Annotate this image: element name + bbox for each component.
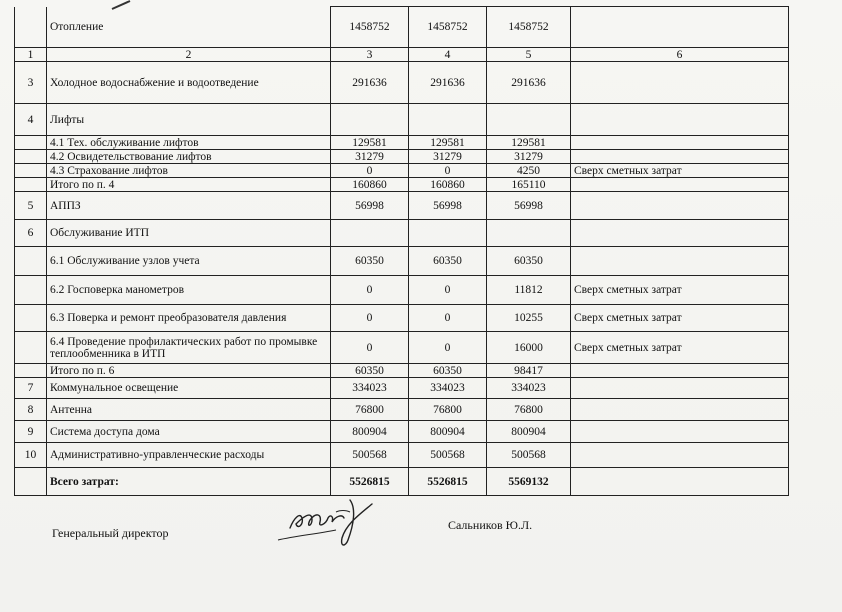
cell-note [571,62,789,104]
cell-col5: 165110 [487,178,571,192]
cell-col5 [487,104,571,136]
cell-col3: 60350 [331,364,409,378]
total-label: Всего затрат: [47,468,331,496]
row-name: Коммунальное освещение [47,378,331,399]
cell-note: Сверх сметных затрат [571,164,789,178]
cell-col4: 60350 [409,364,487,378]
cell-col5: 60350 [487,247,571,276]
cell-note [571,468,789,496]
row-name: 4.1 Тех. обслуживание лифтов [47,136,331,150]
row-name: Итого по п. 4 [47,178,331,192]
cell-col3 [331,104,409,136]
cell-col5: 98417 [487,364,571,378]
cell-col5: 4250 [487,164,571,178]
row-name: Холодное водоснабжение и водоотведение [47,62,331,104]
table-row [15,247,789,276]
row-index [15,276,47,305]
cell-note [571,104,789,136]
table-row [15,305,789,332]
cell-col3: 60350 [331,247,409,276]
cell-col5: 500568 [487,443,571,468]
row-index [15,247,47,276]
row-index [15,468,47,496]
table-row [15,364,789,378]
cell-col3: 334023 [331,378,409,399]
table-row [15,104,789,136]
cell-col5: 76800 [487,399,571,421]
cell-col3: 0 [331,332,409,364]
table-row [15,378,789,399]
table-row [15,276,789,305]
cell-col4: 0 [409,332,487,364]
cell-col3: 76800 [331,399,409,421]
handwritten-signature [276,494,396,550]
signer-position: Генеральный директор [52,526,169,540]
row-name: АППЗ [47,192,331,220]
cell-col4: 334023 [409,378,487,399]
row-index: 3 [15,62,47,104]
cell-col4: 60350 [409,247,487,276]
cell-note: Сверх сметных затрат [571,305,789,332]
column-number-row [15,48,789,62]
cell-col5 [487,220,571,247]
cell-col3: 0 [331,276,409,305]
row-index: 9 [15,421,47,443]
cell-col3: 0 [331,305,409,332]
cell-col4: 1458752 [409,7,487,48]
col-header-4: 4 [409,48,487,62]
cell-col3: 1458752 [331,7,409,48]
cell-col4: 0 [409,305,487,332]
signer-name: Сальников Ю.Л. [448,518,533,532]
row-index: 7 [15,378,47,399]
col-header-6: 6 [571,48,789,62]
cell-note [571,7,789,48]
cell-col5: 56998 [487,192,571,220]
table-row [15,332,789,364]
row-name: 6.3 Поверка и ремонт преобразователя давления [47,305,331,332]
table-row [15,62,789,104]
col-header-3: 3 [331,48,409,62]
row-index: 6 [15,220,47,247]
cell-col3 [331,220,409,247]
table-row [15,421,789,443]
row-index [15,7,47,48]
cell-col5: 334023 [487,378,571,399]
total-col5: 5569132 [487,468,571,496]
total-col3: 5526815 [331,468,409,496]
cell-note: Сверх сметных затрат [571,276,789,305]
row-name: Лифты [47,104,331,136]
row-index [15,164,47,178]
row-index: 5 [15,192,47,220]
cell-col5: 11812 [487,276,571,305]
cell-col4: 56998 [409,192,487,220]
table-row [15,192,789,220]
cell-col4: 800904 [409,421,487,443]
cell-col5: 129581 [487,136,571,150]
row-index [15,178,47,192]
col-header-5: 5 [487,48,571,62]
cell-note [571,220,789,247]
table-row [15,150,789,164]
cell-col5: 10255 [487,305,571,332]
cell-col4: 160860 [409,178,487,192]
row-name: Обслуживание ИТП [47,220,331,247]
row-name: 6.4 Проведение профилактических работ по промывке теплообменника в ИТП [47,332,331,364]
cell-col5: 800904 [487,421,571,443]
cell-col4: 31279 [409,150,487,164]
total-col4: 5526815 [409,468,487,496]
cell-col4: 0 [409,276,487,305]
table-row-total [15,468,789,496]
table-row [15,178,789,192]
table-row [15,399,789,421]
table-row [15,164,789,178]
row-name: 6.2 Госповерка манометров [47,276,331,305]
row-index: 4 [15,104,47,136]
cell-col4: 0 [409,164,487,178]
cell-note [571,364,789,378]
row-name: Отопление [47,7,331,48]
cell-note [571,136,789,150]
cell-note: Сверх сметных затрат [571,332,789,364]
table-row [15,443,789,468]
cell-note [571,443,789,468]
row-name: Итого по п. 6 [47,364,331,378]
row-index: 8 [15,399,47,421]
cell-col3: 56998 [331,192,409,220]
cell-note [571,178,789,192]
row-name: 4.2 Освидетельствование лифтов [47,150,331,164]
cost-table [14,6,789,496]
cell-note [571,378,789,399]
cell-col3: 291636 [331,62,409,104]
col-header-1: 1 [15,48,47,62]
cell-col4 [409,104,487,136]
cell-col4: 129581 [409,136,487,150]
cell-col3: 31279 [331,150,409,164]
row-index [15,364,47,378]
row-index [15,332,47,364]
row-index [15,136,47,150]
cell-col3: 0 [331,164,409,178]
cell-col4: 500568 [409,443,487,468]
cell-note [571,192,789,220]
cell-col5: 291636 [487,62,571,104]
cell-note [571,150,789,164]
row-name: 4.3 Страхование лифтов [47,164,331,178]
cell-col5: 1458752 [487,7,571,48]
cell-note [571,421,789,443]
table-row [15,220,789,247]
row-name: Система доступа дома [47,421,331,443]
row-index: 10 [15,443,47,468]
cell-col3: 800904 [331,421,409,443]
cell-col3: 129581 [331,136,409,150]
row-index [15,150,47,164]
cell-col4: 76800 [409,399,487,421]
cell-col5: 16000 [487,332,571,364]
cell-col5: 31279 [487,150,571,164]
cell-col3: 500568 [331,443,409,468]
row-name: Административно-управленческие расходы [47,443,331,468]
col-header-2: 2 [47,48,331,62]
table-row-heating [15,7,789,48]
row-name: Антенна [47,399,331,421]
cell-col3: 160860 [331,178,409,192]
table-row [15,136,789,150]
row-index [15,305,47,332]
cell-note [571,399,789,421]
cell-col4 [409,220,487,247]
cell-col4: 291636 [409,62,487,104]
cell-note [571,247,789,276]
row-name: 6.1 Обслуживание узлов учета [47,247,331,276]
